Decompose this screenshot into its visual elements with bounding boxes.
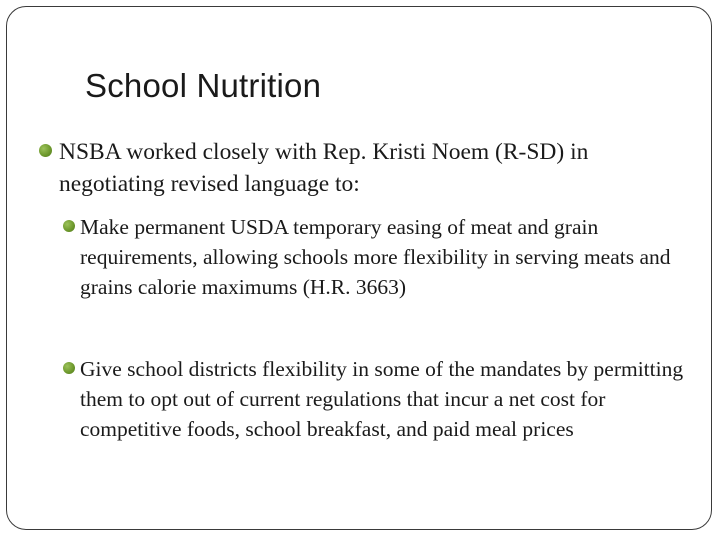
- slide-title: School Nutrition: [85, 67, 322, 104]
- bullet-level1: NSBA worked closely with Rep. Kristi Noem (R-SD) in negotiating revised language to:: [59, 139, 589, 197]
- slide-frame: [6, 6, 712, 530]
- bullet-dot-icon: [63, 220, 75, 232]
- bullet-dot-icon: [39, 144, 52, 157]
- bullet-dot-icon: [63, 362, 75, 374]
- bullet-level2: Make permanent USDA temporary easing of meat and grain requirements, allowing schools more flexibility in serving meats and grains calorie maximums (H.R. 3663): [80, 215, 671, 299]
- bullet-level2: Give school districts flexibility in some of the mandates by permitting them to opt out of current regulations that incur a net cost for competitive foods, school breakfast, and paid meal prices: [80, 357, 684, 441]
